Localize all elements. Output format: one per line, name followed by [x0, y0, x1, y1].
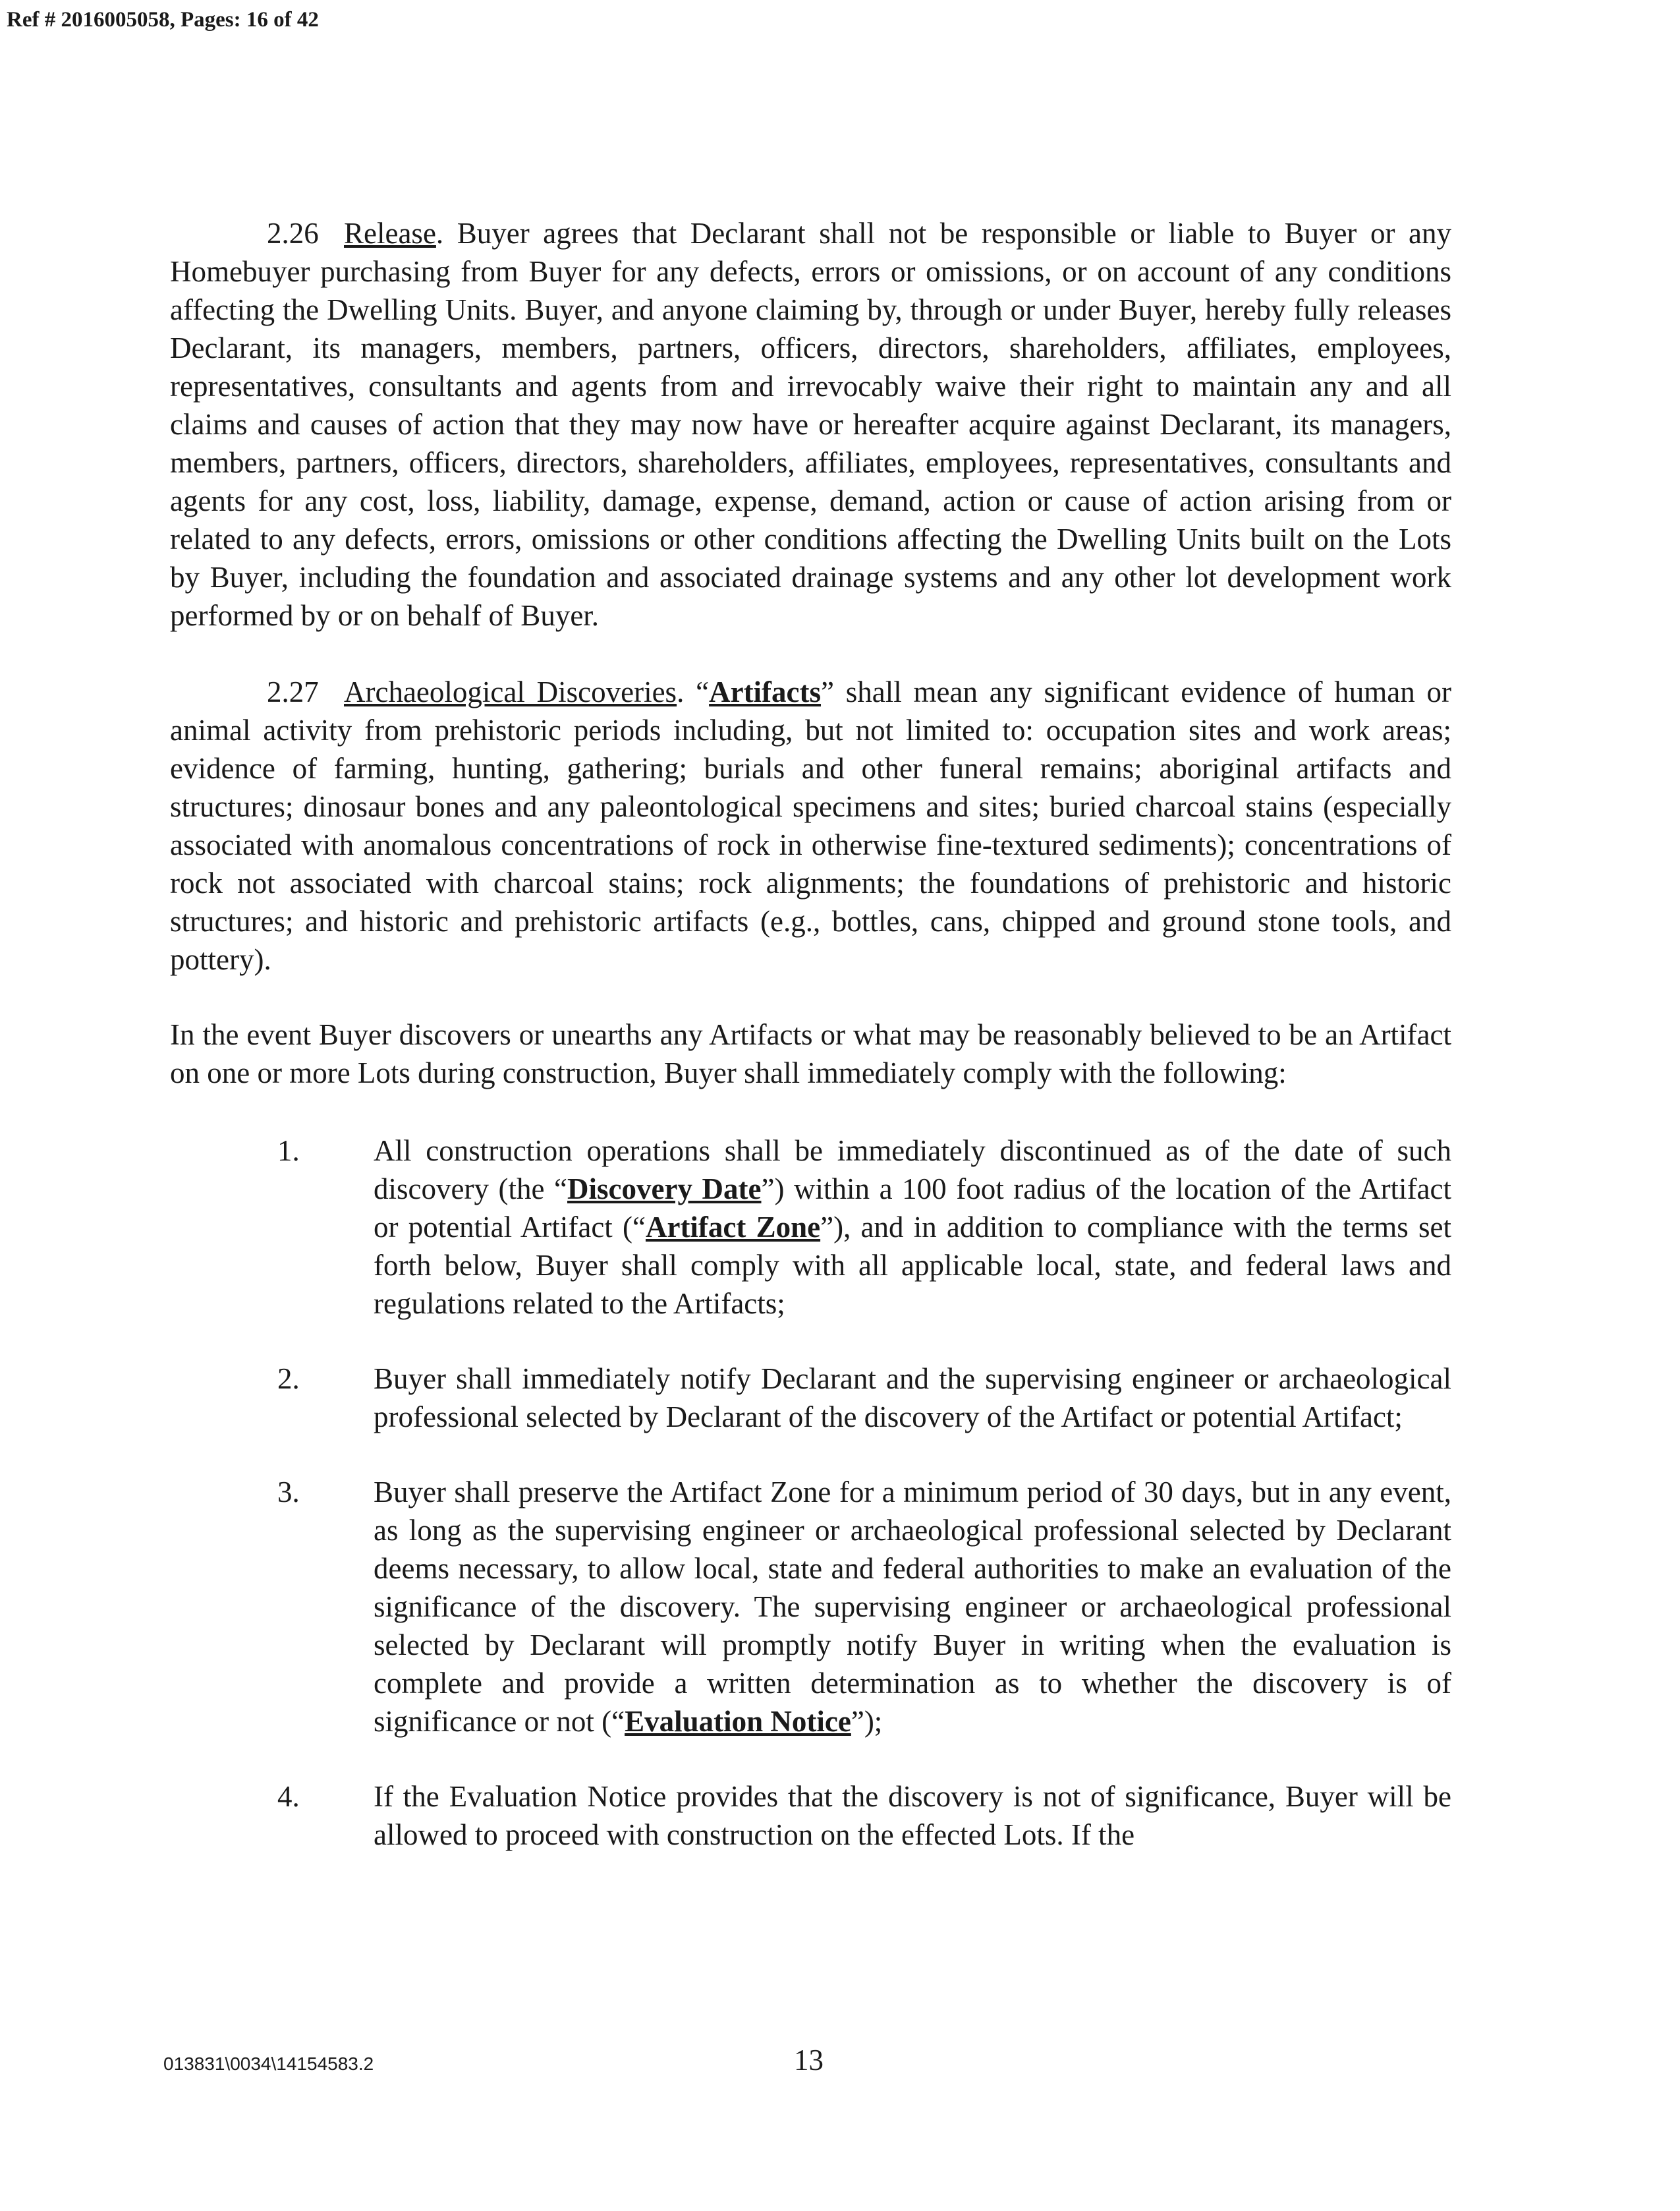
list-number: 3.: [277, 1476, 300, 1508]
list-number: 2.: [277, 1362, 300, 1395]
section-number: 2.26: [267, 217, 319, 250]
list-item-2: [277, 1360, 1451, 1436]
defined-term-artifact-zone: Artifact Zone: [645, 1211, 821, 1244]
document-body: [170, 214, 1451, 1854]
compliance-list: [170, 1132, 1451, 1854]
section-text: ” shall mean any significant evidence of human or animal activity from prehistoric periods including, but not limited to: occupation sites and work areas; evidence of farming, hunting, gathering; burials and other funeral remains; aboriginal artifacts and structures; dinosaur bones and any paleontological specimens and sites; buried charcoal stains (especially associated with anomalous concentrations of rock in otherwise fine-textured sediments); concentrations of rock not associated with charcoal stains; rock alignments; the foundations of prehistoric and historic structures; and historic and prehistoric artifacts (e.g., bottles, cans, chipped and ground stone tools, and pottery).: [170, 675, 1451, 976]
list-text-part: All construction operations shall be immediately discontinued as of the date of such discovery (the “: [374, 1134, 1451, 1205]
list-text: Buyer shall immediately notify Declarant and the supervising engineer or archaeological professional selected by Declarant of the discovery of the Artifact or potential Artifact;: [374, 1362, 1451, 1433]
section-text: . Buyer agrees that Declarant shall not be responsible or liable to Buyer or any Homebuyer purchasing from Buyer for any defects, errors or omissions, or on account of any conditions affecting the Dwelling Units. Buyer, and anyone claiming by, through or under Buyer, hereby fully releases Declarant, its managers, members, partners, officers, directors, shareholders, affiliates, employees, representatives, consultants and agents from and irrevocably waive their right to maintain any and all claims and causes of action that they may now have or hereafter acquire against Declarant, its managers, members, partners, officers, directors, shareholders, affiliates, employees, representatives, consultants and agents for any cost, loss, liability, damage, expense, demand, action or cause of action arising from or related to any defects, errors, omissions or other conditions affecting the Dwelling Units built on the Lots by Buyer, including the foundation and associated drainage systems and any other lot development work performed by or on behalf of Buyer.: [170, 217, 1451, 632]
defined-term-artifacts: Artifacts: [709, 675, 822, 708]
section-2-26: [170, 214, 1451, 635]
list-item-3: [277, 1473, 1451, 1740]
list-text: [374, 1473, 1451, 1740]
list-number: 1.: [277, 1134, 300, 1167]
document-reference: Ref # 2016005058, Pages: 16 of 42: [7, 8, 319, 32]
section-2-27: [170, 673, 1451, 979]
list-text-part: ”) within a 100 foot radius of the location of the Artifact or potential Artifact (“: [374, 1172, 1451, 1244]
section-number: 2.27: [267, 675, 319, 708]
list-item-4: [277, 1777, 1451, 1854]
page-number: 13: [794, 2044, 824, 2077]
section-heading: Release: [344, 217, 436, 250]
event-paragraph: In the event Buyer discovers or unearths any Artifacts or what may be reasonably believed to be an Artifact on one or more Lots during construction, Buyer shall immediately comply with the following:: [170, 1018, 1451, 1089]
defined-term-evaluation-notice: Evaluation Notice: [625, 1705, 851, 1738]
list-text-part: ”), and in addition to compliance with the terms set forth below, Buyer shall comply with all applicable local, state, and federal laws and regulations related to the Artifacts;: [374, 1211, 1451, 1320]
list-text-part: Buyer shall preserve the Artifact Zone for a minimum period of 30 days, but in any event, as long as the supervising engineer or archaeological professional selected by Declarant deems necessary, to allow local, state and federal authorities to make an evaluation of the significance of the discovery. The supervising engineer or archaeological professional selected by Declarant will promptly notify Buyer in writing when the evaluation is complete and provide a written determination as to whether the discovery is of significance or not (“: [374, 1476, 1451, 1738]
list-text-part: ”);: [851, 1705, 883, 1738]
list-item-1: [277, 1132, 1451, 1323]
list-text: If the Evaluation Notice provides that the discovery is not of significance, Buyer will be allowed to proceed with construction on the effected Lots. If the: [374, 1780, 1451, 1851]
list-number: 4.: [277, 1780, 300, 1813]
section-heading-punctuation: . “: [677, 675, 710, 708]
section-heading: Archaeological Discoveries: [344, 675, 677, 708]
defined-term-discovery-date: Discovery Date: [567, 1172, 762, 1205]
list-text: [374, 1132, 1451, 1323]
document-id: 013831\0034\14154583.2: [163, 2053, 374, 2074]
